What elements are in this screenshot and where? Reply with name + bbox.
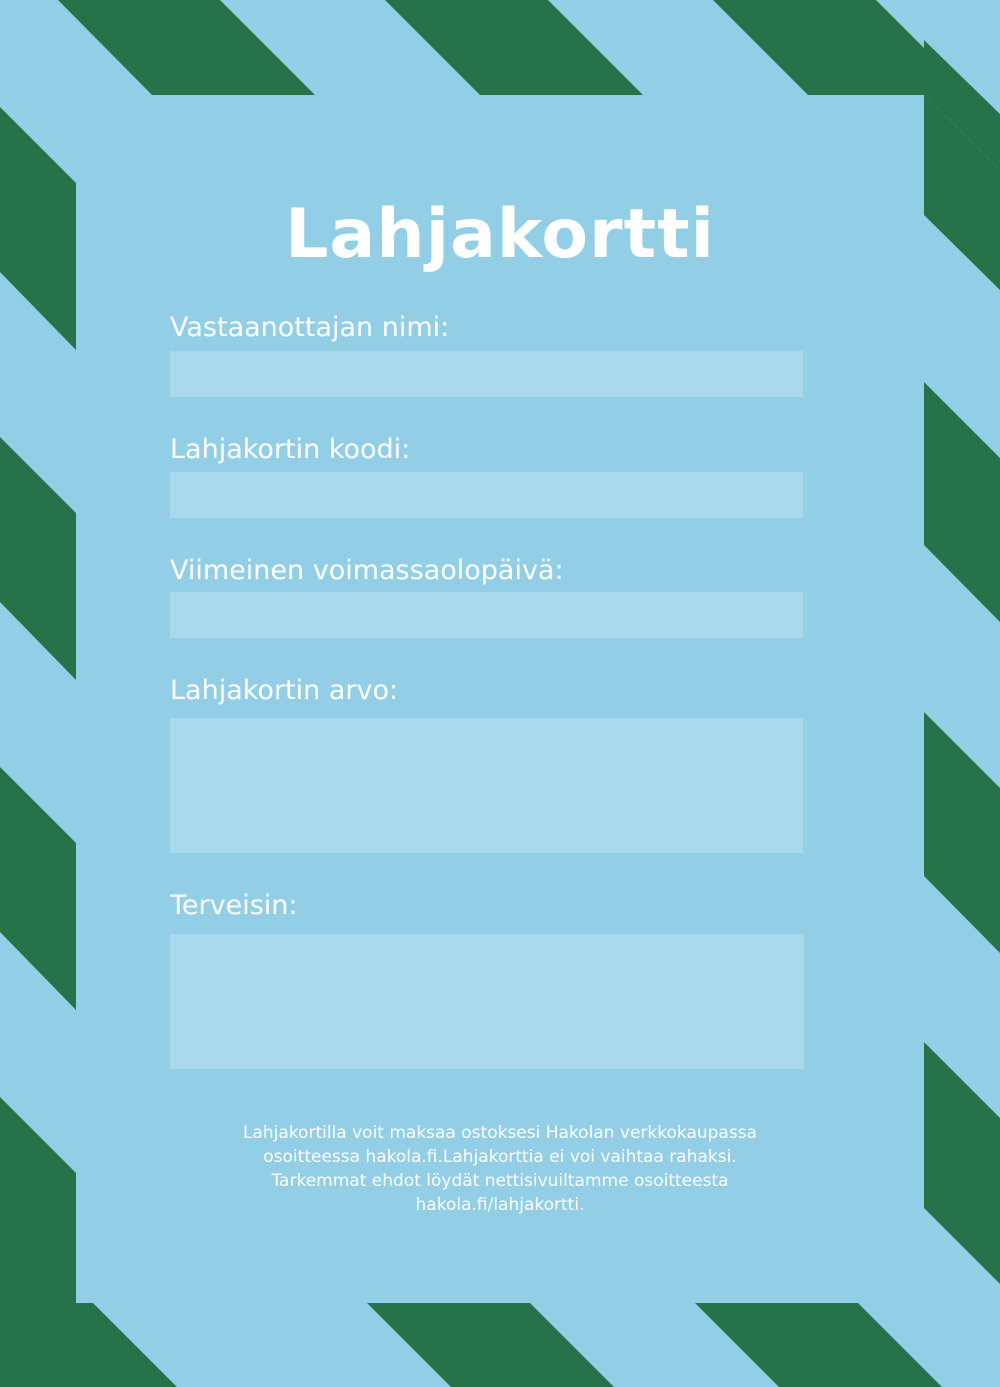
card-title: Lahjakortti	[285, 195, 715, 274]
stripe-left-2	[0, 437, 76, 680]
stripe-top-2	[385, 0, 643, 95]
gift-card-code-field[interactable]	[170, 472, 803, 518]
terms-note	[200, 1121, 800, 1217]
stripe-bottom-2	[367, 1303, 614, 1387]
greetings-field[interactable]	[170, 934, 804, 1069]
stripe-top-1	[58, 0, 315, 95]
terms-line: hakola.fi/lahjakortti.	[415, 1195, 585, 1215]
gift-card-value-field[interactable]	[170, 718, 803, 853]
expiry-date-field[interactable]	[170, 592, 803, 638]
stripe-left-3	[0, 767, 76, 1010]
expiry-date-label: Viimeinen voimassaolopäivä:	[170, 555, 564, 586]
recipient-name-field[interactable]	[170, 351, 803, 397]
gift-card-code-label: Lahjakortin koodi:	[170, 434, 411, 465]
terms-line: Lahjakortilla voit maksaa ostoksesi Hakolan verkkokaupassa	[243, 1123, 757, 1143]
stripe-bottom-1	[0, 1303, 177, 1387]
stripe-bottom-3	[695, 1303, 942, 1387]
stripe-right-4	[924, 1042, 1000, 1284]
greetings-label: Terveisin:	[170, 890, 298, 921]
terms-line: osoitteessa hakola.fi.Lahjakorttia ei voi vaihtaa rahaksi.	[263, 1147, 737, 1167]
gift-card-value-label: Lahjakortin arvo:	[170, 675, 399, 706]
recipient-name-label: Vastaanottajan nimi:	[170, 312, 450, 343]
stripe-right-3	[924, 712, 1000, 953]
stripe-right-2	[924, 382, 1000, 622]
terms-line: Tarkemmat ehdot löydät nettisivuiltamme osoitteesta	[271, 1171, 729, 1191]
stripe-left-4	[0, 1097, 76, 1303]
